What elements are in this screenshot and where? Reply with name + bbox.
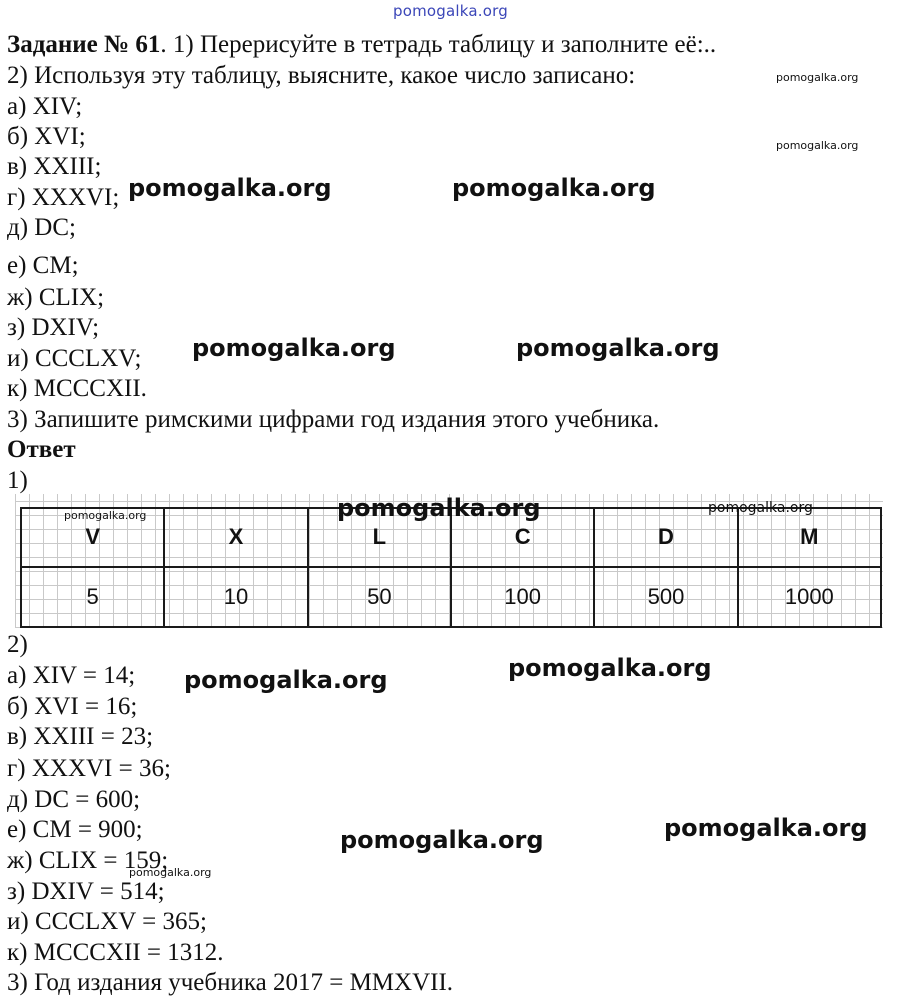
answer-result: ж) CLIX = 159; <box>7 847 169 874</box>
table-cell-symbol: D <box>594 508 737 567</box>
task-item: к) MCCCXII. <box>7 375 147 402</box>
task-item: е) CM; <box>7 252 79 279</box>
watermark: pomogalka.org <box>340 826 544 854</box>
task-part1-text: . 1) Перерисуйте в тетрадь таблицу и заполните её:.. <box>160 31 717 58</box>
watermark: pomogalka.org <box>452 174 656 202</box>
task-number: Задание № 61 <box>7 31 161 58</box>
task-item: и) CCCLXV; <box>7 345 142 372</box>
task-item: г) XXXVI; <box>7 184 120 211</box>
table-cell-value: 50 <box>308 567 451 627</box>
watermark: pomogalka.org <box>776 139 859 152</box>
site-watermark-top: pomogalka.org <box>393 2 508 20</box>
answer-result: г) XXXVI = 36; <box>7 755 171 782</box>
watermark: pomogalka.org <box>516 334 720 362</box>
roman-numerals-table <box>20 507 882 628</box>
table-cell-value: 5 <box>21 567 164 627</box>
watermark: pomogalka.org <box>337 494 541 522</box>
answer-result: е) CM = 900; <box>7 816 143 843</box>
table-cell-value: 1000 <box>738 567 881 627</box>
task-title <box>7 30 716 60</box>
table-cell-value: 100 <box>451 567 594 627</box>
task-item: а) XIV; <box>7 93 83 120</box>
answer-part2-label: 2) <box>7 631 28 658</box>
table-cell-value: 500 <box>594 567 737 627</box>
answer-part3: 3) Год издания учебника 2017 = MMXVII. <box>7 969 454 996</box>
table-cell-symbol: M <box>738 508 881 567</box>
answer-result: д) DC = 600; <box>7 786 141 813</box>
watermark: pomogalka.org <box>184 666 388 694</box>
table-cell-value: 10 <box>164 567 307 627</box>
answer-heading: Ответ <box>7 436 76 463</box>
task-part3: 3) Запишите римскими цифрами год издания этого учебника. <box>7 406 660 433</box>
answer-result: з) DXIV = 514; <box>7 878 165 905</box>
task-item: д) DC; <box>7 214 76 241</box>
answer-result: и) CCCLXV = 365; <box>7 908 207 935</box>
watermark: pomogalka.org <box>64 509 147 522</box>
watermark: pomogalka.org <box>664 814 868 842</box>
watermark: pomogalka.org <box>129 866 212 879</box>
answer-result: в) XXIII = 23; <box>7 723 154 750</box>
task-part2-intro: 2) Используя эту таблицу, выясните, какое число записано: <box>7 62 636 89</box>
watermark: pomogalka.org <box>508 654 712 682</box>
table-cell-symbol: V <box>21 508 164 567</box>
watermark: pomogalka.org <box>708 500 813 516</box>
task-item: ж) CLIX; <box>7 284 105 311</box>
task-item: б) XVI; <box>7 123 86 150</box>
table-cell-symbol: X <box>164 508 307 567</box>
table-cell-symbol: L <box>308 508 451 567</box>
answer-result: б) XVI = 16; <box>7 693 138 720</box>
task-item: в) XXIII; <box>7 153 102 180</box>
table-cell-symbol: C <box>451 508 594 567</box>
task-item: з) DXIV; <box>7 314 100 341</box>
answer-result: а) XIV = 14; <box>7 662 136 689</box>
table-row-values <box>21 567 881 627</box>
watermark: pomogalka.org <box>192 334 396 362</box>
answer-part1-label: 1) <box>7 467 28 494</box>
watermark: pomogalka.org <box>128 174 332 202</box>
answer-result: к) MCCCXII = 1312. <box>7 939 224 966</box>
watermark: pomogalka.org <box>776 71 859 84</box>
